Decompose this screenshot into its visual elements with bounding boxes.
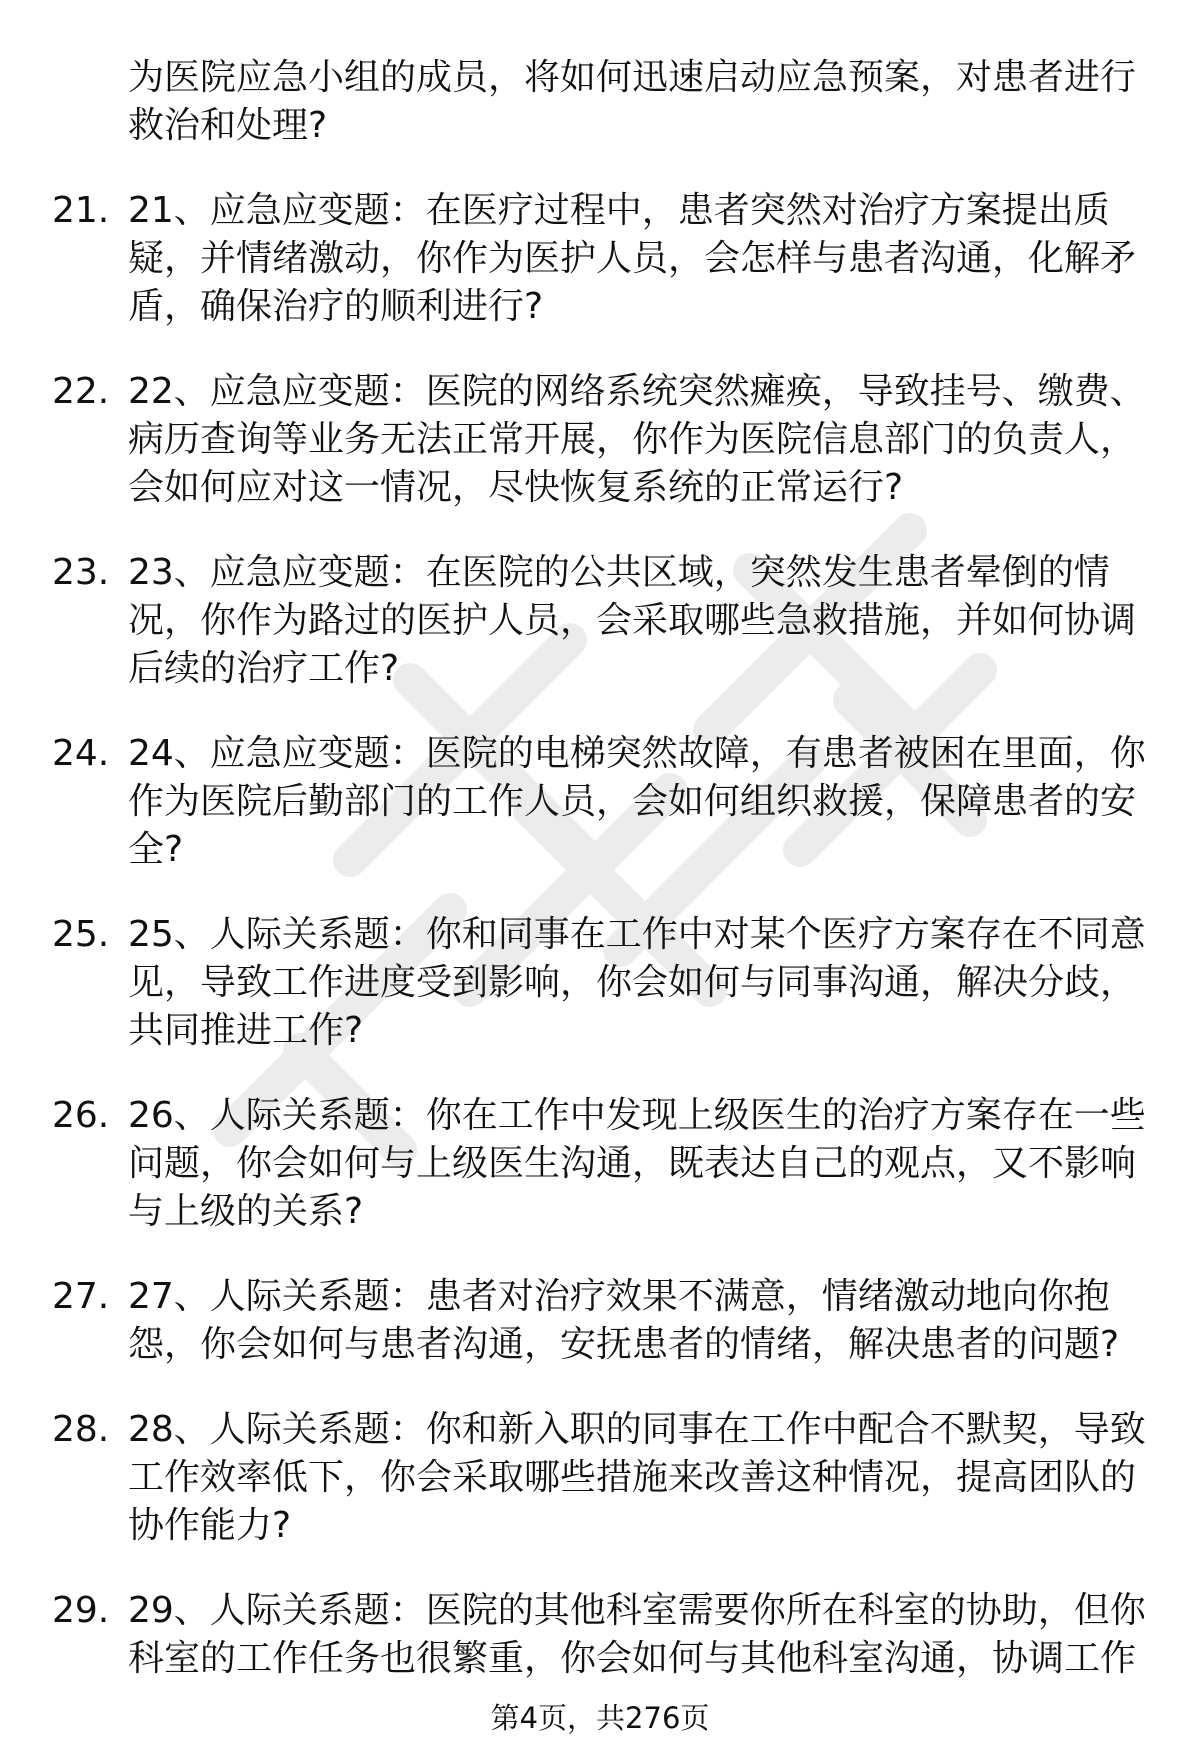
document-body xyxy=(0,54,1200,1683)
list-item xyxy=(0,730,1200,874)
item-number: 28. xyxy=(52,1409,110,1450)
list-item xyxy=(0,1273,1200,1369)
item-text: 21、应急应变题：在医疗过程中，患者突然对治疗方案提出质疑，并情绪激动，你作为医护人员，会怎样与患者沟通，化解矛盾，确保治疗的顺利进行? xyxy=(128,190,1137,327)
item-text: 26、人际关系题：你在工作中发现上级医生的治疗方案存在一些问题，你会如何与上级医生沟通，既表达自己的观点，又不影响与上级的关系? xyxy=(128,1095,1146,1232)
list-item xyxy=(0,549,1200,693)
item-number: 21. xyxy=(52,190,110,231)
list-item xyxy=(0,368,1200,512)
list-item xyxy=(0,1092,1200,1236)
item-text: 25、人际关系题：你和同事在工作中对某个医疗方案存在不同意见，导致工作进度受到影响，你会如何与同事沟通，解决分歧，共同推进工作? xyxy=(128,914,1146,1051)
item-number: 22. xyxy=(52,371,110,412)
item-text: 29、人际关系题：医院的其他科室需要你所在科室的协助，但你科室的工作任务也很繁重，你会如何与其他科室沟通，协调工作 xyxy=(128,1590,1146,1679)
item-number: 24. xyxy=(52,733,110,774)
item-number: 26. xyxy=(52,1095,110,1136)
item-number: 25. xyxy=(52,914,110,955)
item-text: 24、应急应变题：医院的电梯突然故障，有患者被困在里面，你作为医院后勤部门的工作人员，会如何组织救援，保障患者的安全? xyxy=(128,733,1146,870)
item-text: 23、应急应变题：在医院的公共区域，突然发生患者晕倒的情况，你作为路过的医护人员，会采取哪些急救措施，并如何协调后续的治疗工作? xyxy=(128,552,1137,689)
question-list xyxy=(0,187,1200,1683)
item-text: 28、人际关系题：你和新入职的同事在工作中配合不默契，导致工作效率低下，你会采取哪些措施来改善这种情况，提高团队的协作能力? xyxy=(128,1409,1146,1546)
item-text: 22、应急应变题：医院的网络系统突然瘫痪，导致挂号、缴费、病历查询等业务无法正常开展，你作为医院信息部门的负责人，会如何应对这一情况，尽快恢复系统的正常运行? xyxy=(128,371,1146,508)
list-item xyxy=(0,187,1200,331)
item-number: 27. xyxy=(52,1276,110,1317)
item-number: 23. xyxy=(52,552,110,593)
list-item xyxy=(0,1406,1200,1550)
item-number: 29. xyxy=(52,1590,110,1631)
page-footer: 第4页，共276页 xyxy=(490,1701,710,1735)
item-text: 27、人际关系题：患者对治疗效果不满意，情绪激动地向你抱怨，你会如何与患者沟通，安抚患者的情绪，解决患者的问题? xyxy=(128,1276,1120,1365)
continuation-paragraph: 为医院应急小组的成员，将如何迅速启动应急预案，对患者进行救治和处理? xyxy=(128,57,1137,146)
list-item xyxy=(0,911,1200,1055)
list-item xyxy=(0,1587,1200,1683)
